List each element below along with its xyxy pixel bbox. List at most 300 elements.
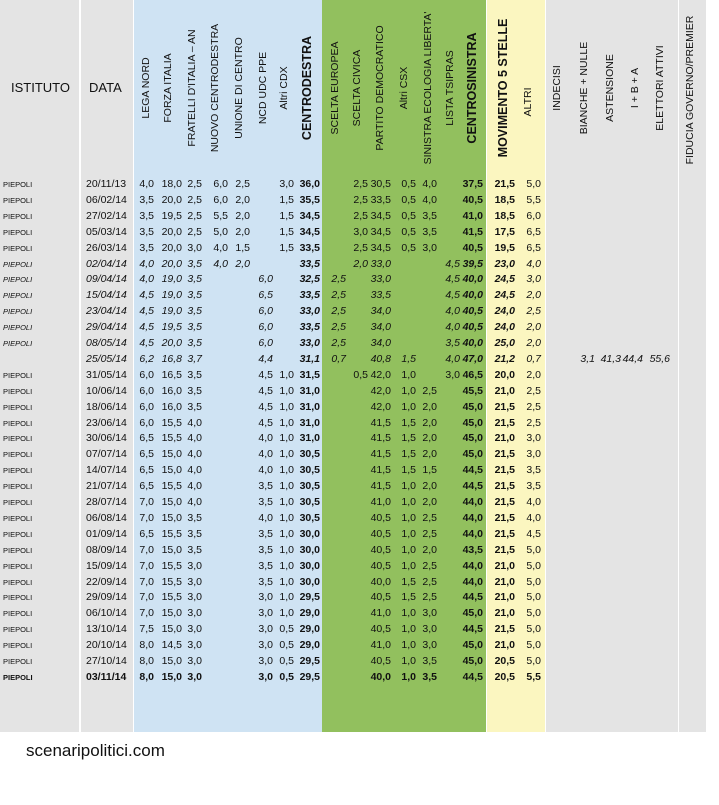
cell-fi: 15,5	[161, 480, 182, 493]
cell-istituto: PIEPOLI	[3, 513, 33, 523]
cell-istituto: PIEPOLI	[3, 529, 33, 539]
cell-data: 15/04/14	[86, 289, 127, 302]
cell-ts: 4,0	[445, 305, 460, 318]
cell-se: 2,5	[331, 337, 346, 349]
cell-ln: 6,5	[139, 464, 154, 477]
header-ncd-udc-ppe: NCD UDC PPE	[257, 51, 269, 125]
header-m5s: MOVIMENTO 5 STELLE	[496, 18, 510, 158]
cell-acsx: 1,5	[401, 448, 416, 461]
cell-fdi: 3,0	[187, 575, 202, 588]
cell-cdx: 29,5	[299, 670, 320, 683]
cell-acsx: 1,0	[401, 368, 416, 381]
cell-nup: 3,0	[258, 591, 273, 604]
cell-nup: 3,0	[258, 670, 273, 683]
cell-altri: 5,0	[526, 591, 541, 604]
cell-data: 08/05/14	[86, 337, 127, 349]
cell-cdx: 31,1	[299, 352, 320, 365]
cell-m5s: 24,5	[494, 289, 515, 302]
cell-acsx: 1,0	[401, 670, 416, 683]
cell-fi: 18,0	[161, 178, 182, 190]
cell-acsx: 1,0	[401, 480, 416, 493]
cell-csx: 40,5	[462, 305, 483, 318]
cell-acsx: 1,0	[401, 559, 416, 572]
cell-m5s: 21,0	[494, 639, 515, 652]
cell-fi: 19,0	[161, 305, 182, 318]
cell-fi: 19,0	[161, 273, 182, 286]
cell-cdx: 32,5	[299, 273, 320, 286]
cell-ln: 7,0	[139, 591, 154, 604]
cell-acsx: 1,5	[401, 432, 416, 445]
cell-ln: 4,0	[139, 273, 154, 286]
cell-nup: 3,5	[258, 496, 273, 508]
cell-m5s: 24,0	[494, 321, 515, 334]
cell-csx: 44,0	[462, 559, 483, 572]
cell-ln: 3,5	[139, 193, 154, 206]
cell-m5s: 24,5	[494, 273, 515, 286]
cell-fdi: 3,5	[187, 384, 202, 397]
cell-m5s: 21,5	[494, 464, 515, 477]
cell-cdx: 29,5	[299, 655, 320, 667]
cell-csx: 44,0	[462, 575, 483, 588]
cell-fdi: 3,0	[187, 241, 202, 254]
cell-pd: 41,5	[370, 416, 391, 429]
cell-m5s: 21,5	[494, 480, 515, 493]
cell-ln: 3,5	[139, 225, 154, 238]
cell-fi: 14,5	[161, 639, 182, 652]
cell-udc: 2,0	[235, 257, 250, 270]
cell-ln: 4,0	[139, 257, 154, 270]
cell-fdi: 2,5	[187, 193, 202, 206]
cell-altri: 2,0	[526, 337, 541, 349]
cell-fdi: 2,5	[187, 209, 202, 222]
cell-udc: 2,0	[235, 209, 250, 222]
cell-sel: 2,0	[422, 480, 437, 493]
cell-acsx: 1,5	[401, 352, 416, 365]
header-sel: SINISTRA ECOLOGIA LIBERTA'	[422, 11, 434, 165]
cell-altri: 4,0	[526, 257, 541, 270]
cell-altri: 3,0	[526, 448, 541, 461]
cell-istituto: PIEPOLI	[3, 593, 33, 603]
cell-altri: 4,5	[526, 527, 541, 540]
cell-se: 2,5	[331, 305, 346, 318]
header-scelta-civica: SCELTA CIVICA	[351, 49, 363, 127]
cell-fi: 15,0	[161, 670, 182, 683]
cell-ln: 8,0	[139, 670, 154, 683]
cell-acsx: 0,5	[401, 178, 416, 190]
cell-m5s: 18,5	[494, 193, 515, 206]
cell-altri: 0,7	[526, 352, 541, 365]
cell-csx: 40,5	[462, 193, 483, 206]
cell-cdx: 30,5	[299, 448, 320, 461]
cell-cdx: 34,5	[299, 209, 320, 222]
cell-cdx: 33,5	[299, 241, 320, 254]
cell-acsx: 1,5	[401, 464, 416, 477]
cell-sel: 2,5	[422, 384, 437, 397]
cell-m5s: 21,5	[494, 496, 515, 508]
header-indecisi: INDECISI	[551, 65, 563, 111]
cell-udc: 2,5	[235, 178, 250, 190]
cell-data: 07/07/14	[86, 448, 127, 461]
header-partito-democratico: PARTITO DEMOCRATICO	[374, 25, 386, 151]
cell-acdx: 1,0	[279, 511, 294, 524]
cell-istituto: PIEPOLI	[3, 466, 33, 476]
cell-pd: 40,5	[370, 559, 391, 572]
cell-pd: 40,5	[370, 623, 391, 636]
header-altri-cdx: Altri CDX	[278, 66, 290, 110]
cell-iba: 44,4	[622, 352, 643, 365]
cell-csx: 41,0	[462, 209, 483, 222]
cell-pd: 34,0	[370, 337, 391, 349]
cell-ln: 6,0	[139, 400, 154, 413]
cell-istituto: PIEPOLI	[3, 434, 33, 444]
cell-nup: 6,0	[258, 321, 273, 334]
cell-nup: 4,0	[258, 432, 273, 445]
cell-nup: 4,4	[258, 352, 273, 365]
cell-m5s: 23,0	[494, 257, 515, 270]
cell-fdi: 3,0	[187, 639, 202, 652]
cell-altri: 4,0	[526, 511, 541, 524]
cell-pd: 34,0	[370, 321, 391, 334]
cell-altri: 5,0	[526, 639, 541, 652]
cell-ast: 41,3	[600, 352, 621, 365]
cell-fdi: 3,5	[187, 400, 202, 413]
cell-nup: 4,5	[258, 384, 273, 397]
cell-cdx: 30,0	[299, 543, 320, 556]
cell-se: 2,5	[331, 273, 346, 286]
cell-acsx: 1,0	[401, 384, 416, 397]
cell-data: 25/05/14	[86, 352, 127, 365]
cell-data: 23/04/14	[86, 305, 127, 318]
cell-sc: 3,0	[353, 225, 368, 238]
cell-pd: 40,5	[370, 655, 391, 667]
cell-altri: 2,0	[526, 321, 541, 334]
cell-csx: 40,0	[462, 289, 483, 302]
cell-ln: 8,0	[139, 639, 154, 652]
cell-ncd: 6,0	[213, 193, 228, 206]
cell-acsx: 1,0	[401, 639, 416, 652]
cell-data: 06/10/14	[86, 607, 127, 620]
cell-acdx: 3,0	[279, 178, 294, 190]
cell-acsx: 1,0	[401, 496, 416, 508]
cell-nup: 4,5	[258, 400, 273, 413]
cell-m5s: 20,0	[494, 368, 515, 381]
cell-fdi: 3,5	[187, 511, 202, 524]
cell-acdx: 1,0	[279, 384, 294, 397]
cell-csx: 47,0	[462, 352, 483, 365]
cell-altri: 5,0	[526, 607, 541, 620]
cell-pd: 40,5	[370, 543, 391, 556]
cell-ln: 4,5	[139, 305, 154, 318]
cell-pd: 33,5	[370, 289, 391, 302]
cell-fi: 15,5	[161, 575, 182, 588]
cell-fdi: 3,0	[187, 655, 202, 667]
cell-m5s: 20,5	[494, 670, 515, 683]
cell-pd: 34,5	[370, 241, 391, 254]
cell-nup: 3,0	[258, 655, 273, 667]
cell-istituto: PIEPOLI	[3, 625, 33, 635]
header-unione-centro: UNIONE DI CENTRO	[233, 37, 245, 139]
cell-cdx: 33,5	[299, 289, 320, 302]
cell-cdx: 29,0	[299, 607, 320, 620]
cell-cdx: 30,0	[299, 575, 320, 588]
cell-istituto: PIEPOLI	[3, 275, 33, 285]
cell-ln: 6,2	[139, 352, 154, 365]
header-data: DATA	[89, 80, 122, 95]
cell-pd: 41,5	[370, 480, 391, 493]
cell-data: 27/02/14	[86, 209, 127, 222]
cell-ln: 6,0	[139, 416, 154, 429]
cell-ea: 55,6	[649, 352, 670, 365]
cell-udc: 1,5	[235, 241, 250, 254]
cell-acsx: 1,5	[401, 575, 416, 588]
cell-nup: 6,0	[258, 305, 273, 318]
cell-istituto: PIEPOLI	[3, 323, 33, 333]
cell-sel: 3,0	[422, 623, 437, 636]
cell-data: 09/04/14	[86, 273, 127, 286]
cell-fi: 15,0	[161, 464, 182, 477]
cell-m5s: 24,0	[494, 305, 515, 318]
cell-acsx: 1,5	[401, 591, 416, 604]
cell-fdi: 4,0	[187, 496, 202, 508]
cell-acdx: 1,0	[279, 368, 294, 381]
cell-istituto: PIEPOLI	[3, 641, 33, 651]
cell-nup: 3,5	[258, 559, 273, 572]
cell-altri: 3,5	[526, 480, 541, 493]
cell-csx: 44,5	[462, 464, 483, 477]
header-fiducia: FIDUCIA GOVERNO/PREMIER	[684, 15, 696, 165]
cell-ln: 4,0	[139, 178, 154, 190]
cell-m5s: 21,5	[494, 416, 515, 429]
cell-istituto: PIEPOLI	[3, 259, 33, 269]
cell-nup: 3,5	[258, 543, 273, 556]
cell-altri: 2,5	[526, 384, 541, 397]
header-centrodestra: CENTRODESTRA	[300, 35, 314, 141]
cell-ts: 4,5	[445, 273, 460, 286]
cell-sel: 2,0	[422, 496, 437, 508]
cell-pd: 42,0	[370, 400, 391, 413]
cell-sc: 2,5	[353, 209, 368, 222]
header-fratelli-italia: FRATELLI D'ITALIA – AN	[186, 29, 198, 147]
cell-m5s: 21,0	[494, 384, 515, 397]
cell-m5s: 21,5	[494, 511, 515, 524]
cell-csx: 44,0	[462, 527, 483, 540]
cell-acdx: 0,5	[279, 623, 294, 636]
cell-fi: 20,0	[161, 193, 182, 206]
cell-data: 08/09/14	[86, 543, 127, 556]
cell-csx: 46,5	[462, 368, 483, 381]
cell-acsx: 1,0	[401, 511, 416, 524]
cell-istituto: PIEPOLI	[3, 561, 33, 571]
cell-data: 31/05/14	[86, 368, 127, 381]
cell-ln: 3,5	[139, 241, 154, 254]
cell-pd: 30,5	[370, 178, 391, 190]
data-column-bg	[81, 0, 133, 732]
cell-sel: 2,0	[422, 543, 437, 556]
cell-istituto: PIEPOLI	[3, 195, 33, 205]
cell-istituto: PIEPOLI	[3, 291, 33, 301]
cell-altri: 5,5	[526, 670, 541, 683]
cell-sel: 2,5	[422, 575, 437, 588]
cell-fi: 16,5	[161, 368, 182, 381]
cell-fdi: 3,5	[187, 289, 202, 302]
cell-fi: 15,5	[161, 559, 182, 572]
cell-acsx: 1,5	[401, 416, 416, 429]
cell-acsx: 0,5	[401, 193, 416, 206]
cell-nup: 3,5	[258, 527, 273, 540]
cell-sel: 2,5	[422, 559, 437, 572]
cell-ncd: 5,5	[213, 209, 228, 222]
cell-data: 21/07/14	[86, 480, 127, 493]
cell-m5s: 21,0	[494, 559, 515, 572]
cell-cdx: 29,5	[299, 591, 320, 604]
cell-m5s: 21,5	[494, 400, 515, 413]
cell-ln: 6,5	[139, 480, 154, 493]
cell-data: 29/09/14	[86, 591, 127, 604]
cell-nup: 3,5	[258, 575, 273, 588]
cell-data: 20/11/13	[86, 178, 127, 190]
cell-fi: 15,5	[161, 591, 182, 604]
cell-data: 10/06/14	[86, 384, 127, 397]
cell-fdi: 3,0	[187, 559, 202, 572]
cell-ln: 6,5	[139, 432, 154, 445]
cell-acsx: 1,0	[401, 543, 416, 556]
cell-nup: 6,5	[258, 289, 273, 302]
cell-acdx: 1,0	[279, 575, 294, 588]
cell-fi: 15,5	[161, 432, 182, 445]
cell-ln: 7,0	[139, 575, 154, 588]
cell-csx: 45,0	[462, 416, 483, 429]
cell-data: 15/09/14	[86, 559, 127, 572]
cell-ts: 4,5	[445, 257, 460, 270]
cell-nup: 4,5	[258, 368, 273, 381]
cell-istituto: PIEPOLI	[3, 211, 33, 221]
cell-data: 22/09/14	[86, 575, 127, 588]
cell-csx: 44,5	[462, 480, 483, 493]
cell-ln: 7,0	[139, 543, 154, 556]
cell-data: 23/06/14	[86, 416, 127, 429]
cell-pd: 33,0	[370, 257, 391, 270]
cell-istituto: PIEPOLI	[3, 402, 33, 412]
cell-pd: 34,0	[370, 305, 391, 318]
cell-fi: 20,0	[161, 337, 182, 349]
cell-fdi: 4,0	[187, 416, 202, 429]
cell-data: 30/06/14	[86, 432, 127, 445]
cell-data: 29/04/14	[86, 321, 127, 334]
cell-udc: 2,0	[235, 193, 250, 206]
cell-fi: 16,0	[161, 400, 182, 413]
cell-cdx: 30,5	[299, 496, 320, 508]
cell-acsx: 0,5	[401, 209, 416, 222]
cell-ln: 8,0	[139, 655, 154, 667]
cell-ln: 7,5	[139, 623, 154, 636]
cell-csx: 45,5	[462, 384, 483, 397]
cell-m5s: 21,2	[494, 352, 515, 365]
cell-data: 06/02/14	[86, 193, 127, 206]
header-astensione: ASTENSIONE	[604, 54, 616, 122]
cell-altri: 2,0	[526, 368, 541, 381]
cell-pd: 40,5	[370, 511, 391, 524]
cell-fdi: 3,0	[187, 591, 202, 604]
cell-ts: 4,0	[445, 321, 460, 334]
cell-acdx: 1,5	[279, 241, 294, 254]
cell-acdx: 1,5	[279, 225, 294, 238]
cell-fi: 15,0	[161, 623, 182, 636]
cell-udc: 2,0	[235, 225, 250, 238]
cell-acsx: 1,0	[401, 655, 416, 667]
cell-acdx: 1,0	[279, 464, 294, 477]
cell-csx: 44,0	[462, 511, 483, 524]
cell-ln: 7,0	[139, 607, 154, 620]
cell-nup: 3,0	[258, 623, 273, 636]
header-scelta-europea: SCELTA EUROPEA	[329, 41, 341, 135]
cell-altri: 2,5	[526, 400, 541, 413]
cell-sel: 3,5	[422, 655, 437, 667]
cell-m5s: 18,5	[494, 209, 515, 222]
cell-pd: 42,0	[370, 384, 391, 397]
cell-istituto: PIEPOLI	[3, 307, 33, 317]
cell-cdx: 30,5	[299, 511, 320, 524]
cell-fdi: 3,5	[187, 337, 202, 349]
cell-nup: 4,5	[258, 416, 273, 429]
cell-csx: 45,0	[462, 607, 483, 620]
cell-istituto: PIEPOLI	[3, 609, 33, 619]
cell-istituto: PIEPOLI	[3, 418, 33, 428]
cell-cdx: 30,5	[299, 480, 320, 493]
cell-csx: 45,0	[462, 432, 483, 445]
cell-data: 13/10/14	[86, 623, 127, 636]
cell-istituto: PIEPOLI	[3, 545, 33, 555]
cell-sel: 3,0	[422, 607, 437, 620]
cell-cdx: 34,5	[299, 225, 320, 238]
cell-csx: 40,5	[462, 241, 483, 254]
cell-sc: 2,0	[353, 257, 368, 270]
cell-acdx: 0,5	[279, 639, 294, 652]
cell-acdx: 1,0	[279, 607, 294, 620]
cell-m5s: 21,5	[494, 178, 515, 190]
cell-altri: 2,5	[526, 416, 541, 429]
cell-pd: 41,0	[370, 496, 391, 508]
cell-m5s: 21,5	[494, 448, 515, 461]
cell-fdi: 3,5	[187, 257, 202, 270]
cell-nup: 4,0	[258, 464, 273, 477]
cell-sel: 2,0	[422, 432, 437, 445]
cell-csx: 44,0	[462, 496, 483, 508]
cell-fdi: 4,0	[187, 464, 202, 477]
cell-acdx: 0,5	[279, 670, 294, 683]
cell-acdx: 1,0	[279, 432, 294, 445]
cell-cdx: 33,5	[299, 257, 320, 270]
cell-altri: 3,0	[526, 432, 541, 445]
cell-cdx: 35,5	[299, 193, 320, 206]
cell-cdx: 31,0	[299, 432, 320, 445]
cell-ln: 6,0	[139, 368, 154, 381]
cell-acdx: 0,5	[279, 655, 294, 667]
cell-acdx: 1,0	[279, 416, 294, 429]
cell-ln: 7,0	[139, 511, 154, 524]
cell-data: 18/06/14	[86, 400, 127, 413]
cell-fdi: 3,0	[187, 670, 202, 683]
cell-ln: 4,5	[139, 321, 154, 334]
cell-fi: 15,5	[161, 527, 182, 540]
cell-fi: 20,0	[161, 225, 182, 238]
header-altri: ALTRI	[522, 87, 534, 117]
cell-sel: 2,0	[422, 416, 437, 429]
cell-sel: 1,5	[422, 464, 437, 477]
cell-acdx: 1,5	[279, 209, 294, 222]
cell-ts: 4,5	[445, 289, 460, 302]
cell-nup: 3,0	[258, 639, 273, 652]
cell-altri: 5,0	[526, 178, 541, 190]
